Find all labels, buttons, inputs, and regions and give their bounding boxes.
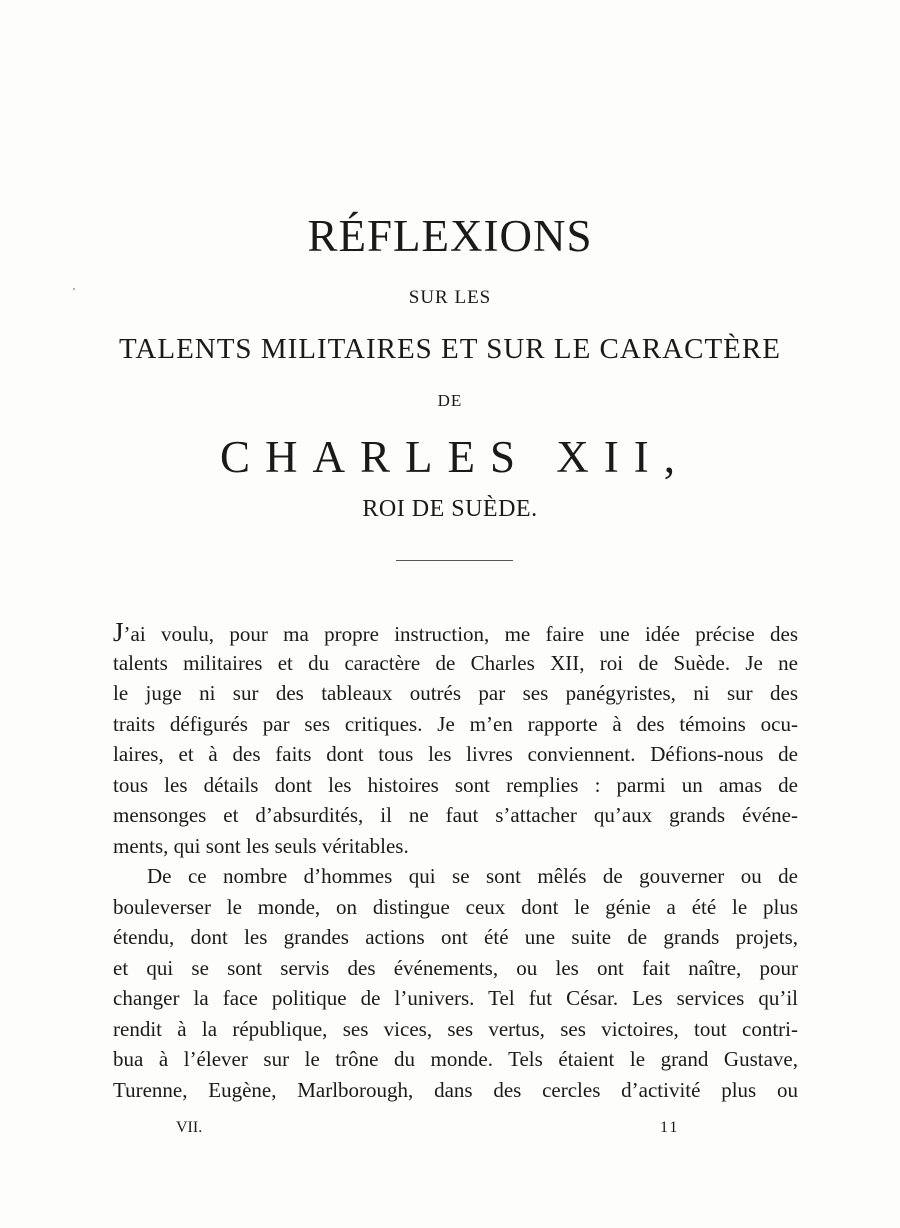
title-sur-les: SUR LES — [408, 287, 492, 308]
paragraph-line: étendu, dont les grandes actions ont été une suite de grands projets, — [113, 925, 798, 949]
gathering-signature: 11 — [660, 1119, 680, 1136]
page-title: RÉFLEXIONS — [307, 211, 593, 261]
paragraph-line: talents militaires et du caractère de Charles XII, roi de Suède. Je ne — [113, 650, 798, 675]
paragraph-line: traits défigurés par ses critiques. Je m’en rapporte à des témoins ocu- — [113, 711, 798, 736]
paragraph-line: mensonges et d’absurdités, il ne faut s’attacher qu’aux grands événe- — [113, 803, 798, 827]
title-de: DE — [437, 391, 463, 410]
drop-cap: J — [113, 617, 124, 647]
paragraph-line: De ce nombre d’hommes qui se sont mêlés de gouverner ou de — [147, 864, 798, 888]
paragraph-line: ments, qui sont les seuls véritables. — [113, 833, 409, 858]
paragraph-line: J’ai voulu, pour ma propre instruction, me faire une idée précise des — [113, 617, 798, 647]
section-divider — [396, 560, 513, 561]
title-charles-xii: CHARLES XII, — [220, 432, 690, 482]
paragraph-1 — [113, 617, 798, 861]
paragraph-line: bua à l’élever sur le trône du monde. Tels étaient le grand Gustave, — [113, 1047, 798, 1071]
paragraph-line: bouleverser le monde, on distingue ceux dont le génie a été le plus — [113, 894, 798, 919]
paragraph-line: et qui se sont servis des événements, ou les ont fait naître, pour — [113, 955, 798, 980]
paragraph-line: laires, et à des faits dont tous les livres conviennent. Défions-nous de — [113, 742, 798, 766]
paragraph-line: le juge ni sur des tableaux outrés par ses panégyristes, ni sur des — [113, 681, 798, 705]
body-text — [113, 617, 798, 1105]
paragraph-line: tous les détails dont les histoires sont remplies : parmi un amas de — [113, 772, 798, 797]
title-roi-de-suede: ROI DE SUÈDE. — [362, 496, 538, 522]
paragraph-line: rendit à la république, ses vices, ses vertus, ses victoires, tout contri- — [113, 1016, 798, 1041]
volume-signature: VII. — [176, 1119, 203, 1136]
paragraph-line: Turenne, Eugène, Marlborough, dans des cercles d’activité plus ou — [113, 1077, 798, 1102]
subtitle: TALENTS MILITAIRES ET SUR LE CARACTÈRE — [119, 333, 781, 365]
paragraph-line: changer la face politique de l’univers. Tel fut César. Les services qu’il — [113, 986, 798, 1010]
paragraph-2 — [113, 861, 798, 1105]
